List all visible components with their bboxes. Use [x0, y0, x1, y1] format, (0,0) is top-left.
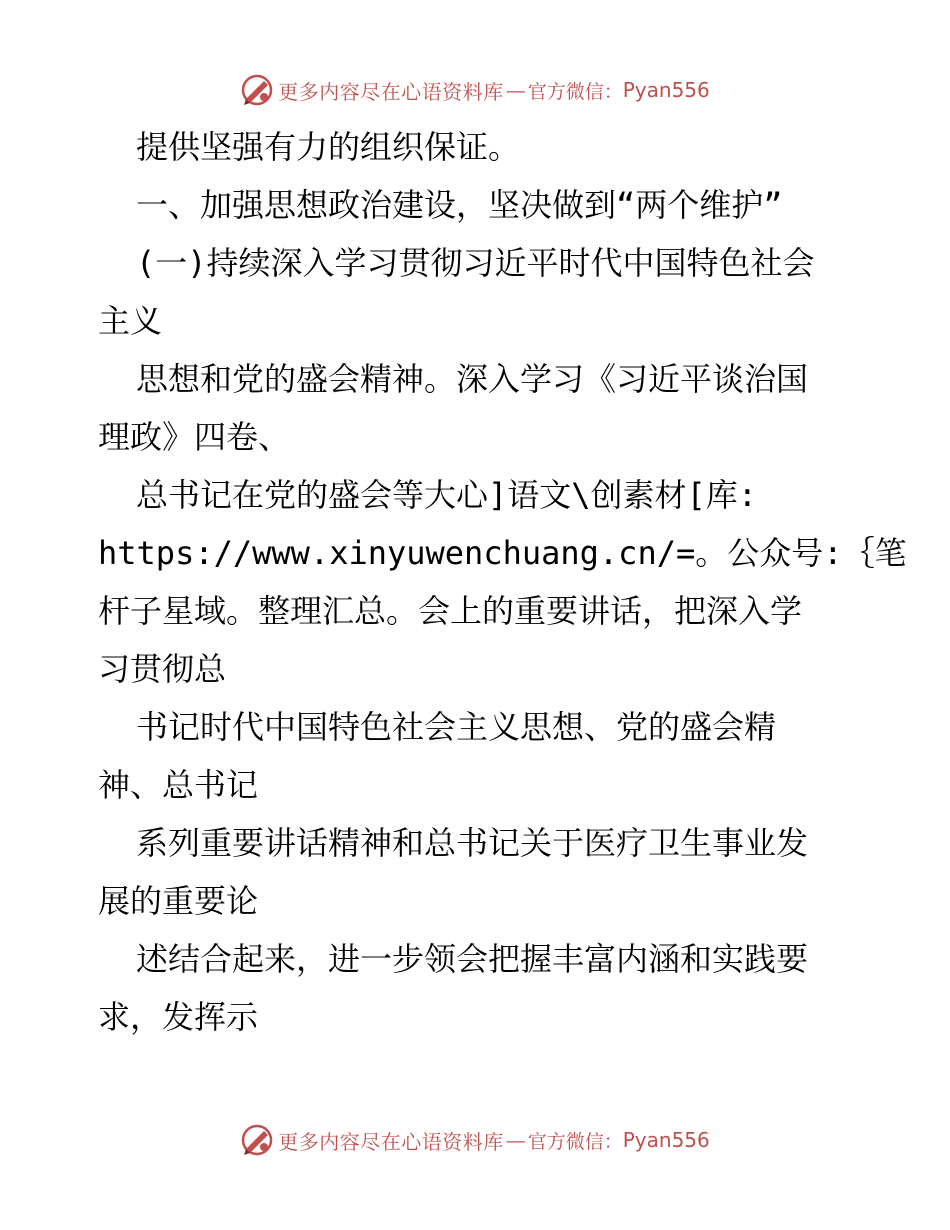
body-line: 理政》四卷、 [98, 418, 291, 456]
footer-banner [0, 1120, 950, 1160]
body-line: 习贯彻总 [98, 650, 227, 688]
pen-logo-icon [240, 73, 274, 107]
body-line: https://www.xinyuwenchuang.cn/=。公众号:｛笔 [98, 534, 907, 572]
document-body [98, 118, 907, 1046]
body-line: 求，发挥示 [98, 998, 259, 1036]
body-line: 杆子星域。整理汇总。会上的重要讲话，把深入学 [98, 592, 803, 630]
header-brand-text: 更多内容尽在心语资料库 [278, 79, 504, 104]
footer-contact-id: Pyan556 [622, 1128, 710, 1152]
body-line: (一)持续深入学习贯彻习近平时代中国特色社会 [136, 244, 815, 282]
pen-logo-icon [240, 1123, 274, 1157]
footer-separator: — [505, 1128, 526, 1152]
header-contact-id: Pyan556 [622, 78, 710, 102]
footer-contact-label: 官方微信： [527, 1130, 623, 1153]
body-line: 书记时代中国特色社会主义思想、党的盛会精 [136, 708, 777, 746]
footer-brand-text: 更多内容尽在心语资料库 [278, 1129, 504, 1154]
body-line: 总书记在党的盛会等大心]语文\创素材[库: [136, 476, 758, 514]
body-line: 展的重要论 [98, 882, 259, 920]
body-line: 述结合起来，进一步领会把握丰富内涵和实践要 [136, 940, 809, 978]
body-line: 提供坚强有力的组织保证。 [136, 128, 521, 166]
header-separator: — [505, 78, 526, 102]
body-line: 思想和党的盛会精神。深入学习《习近平谈治国 [136, 360, 809, 398]
body-line: 神、总书记 [98, 766, 259, 804]
body-line: 一、加强思想政治建设，坚决做到“两个维护” [136, 186, 783, 224]
header-contact-label: 官方微信： [527, 80, 623, 103]
body-line: 系列重要讲话精神和总书记关于医疗卫生事业发 [136, 824, 809, 862]
body-line: 主义 [98, 302, 163, 340]
header-banner [0, 70, 950, 110]
